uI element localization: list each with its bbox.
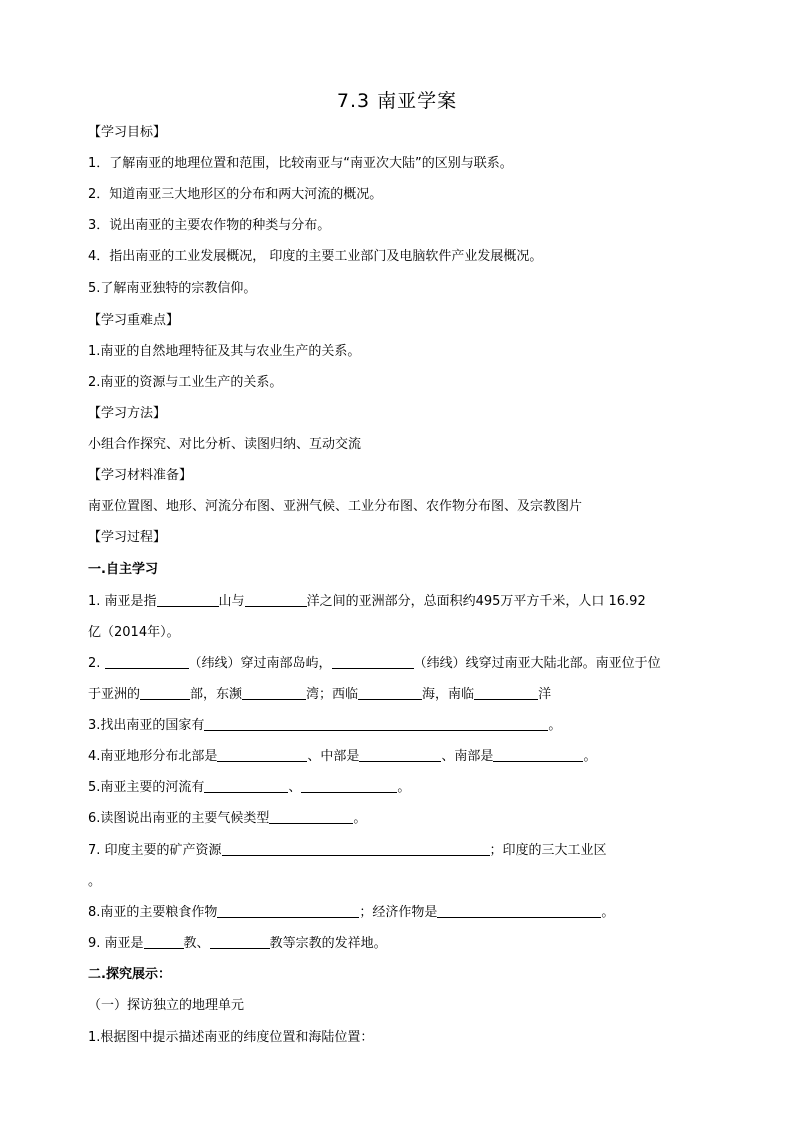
- question-2-line-1: 2. （纬线）穿过南部岛屿， （纬线）线穿过南亚大陆北部。南亚位于位: [88, 656, 661, 671]
- goal-item-1: 1．了解南亚的地理位置和范围，比较南亚与“南亚次大陆”的区别与联系。: [88, 156, 513, 171]
- section-2-title: 二.探究展示：: [88, 967, 171, 982]
- subsection-1-question-1: 1.根据图中提示描述南亚的纬度位置和海陆位置：: [88, 1030, 374, 1045]
- question-7-line-1: 7. 印度主要的矿产资源 ；印度的三大工业区: [88, 843, 607, 858]
- fill-blank[interactable]: [493, 748, 583, 762]
- fill-blank[interactable]: [269, 810, 353, 824]
- fill-blank[interactable]: [204, 779, 288, 793]
- methods-header: 【学习方法】: [88, 406, 167, 421]
- section-1-title: 一.自主学习: [88, 562, 158, 577]
- question-6: 6.读图说出南亚的主要气候类型 。: [88, 811, 367, 826]
- fill-blank[interactable]: [210, 935, 270, 949]
- fill-blank[interactable]: [358, 686, 422, 700]
- key-points-header: 【学习重难点】: [88, 313, 180, 328]
- fill-blank[interactable]: [332, 655, 414, 669]
- fill-blank[interactable]: [144, 935, 184, 949]
- methods-text: 小组合作探究、对比分析、读图归纳、互动交流: [88, 437, 362, 452]
- question-8: 8.南亚的主要粮食作物 ；经济作物是 。: [88, 905, 615, 920]
- fill-blank[interactable]: [204, 717, 548, 731]
- fill-blank[interactable]: [217, 904, 359, 918]
- fill-blank[interactable]: [157, 593, 219, 607]
- goal-item-3: 3．说出南亚的主要农作物的种类与分布。: [88, 218, 331, 233]
- materials-text: 南亚位置图、地形、河流分布图、亚洲气候、工业分布图、农作物分布图、及宗教图片: [88, 499, 583, 514]
- materials-header: 【学习材料准备】: [88, 468, 193, 483]
- question-4: 4.南亚地形分布北部是 、中部是 、南部是 。: [88, 749, 597, 764]
- key-point-2: 2.南亚的资源与工业生产的关系。: [88, 375, 283, 390]
- fill-blank[interactable]: [474, 686, 538, 700]
- goal-item-4: 4．指出南亚的工业发展概况， 印度的主要工业部门及电脑软件产业发展概况。: [88, 249, 543, 264]
- fill-blank[interactable]: [242, 686, 306, 700]
- question-1-line-2: 亿（2014年）。: [88, 625, 180, 640]
- goals-header: 【学习目标】: [88, 125, 167, 140]
- process-header: 【学习过程】: [88, 530, 167, 545]
- question-7-line-2: 。: [88, 874, 102, 889]
- fill-blank[interactable]: [437, 904, 601, 918]
- goal-item-2: 2．知道南亚三大地形区的分布和两大河流的概况。: [88, 187, 383, 202]
- goal-item-5: 5.了解南亚独特的宗教信仰。: [88, 281, 257, 296]
- fill-blank[interactable]: [217, 748, 307, 762]
- subsection-1-title: （一）探访独立的地理单元: [88, 998, 245, 1013]
- fill-blank[interactable]: [105, 655, 189, 669]
- question-9: 9. 南亚是 教、 教等宗教的发祥地。: [88, 936, 387, 951]
- fill-blank[interactable]: [140, 686, 190, 700]
- question-5: 5.南亚主要的河流有 、 。: [88, 780, 411, 795]
- fill-blank[interactable]: [301, 779, 397, 793]
- question-3: 3.找出南亚的国家有 。: [88, 718, 562, 733]
- question-2-line-2: 于亚洲的 部，东濒 湾；西临 海，南临 洋: [88, 687, 552, 702]
- fill-blank[interactable]: [245, 593, 307, 607]
- page-title: 7.3 南亚学案: [336, 90, 458, 112]
- question-1-line-1: 1. 南亚是指 山与 洋之间的亚洲部分，总面积约495万平方千米，人口 16.92: [88, 594, 646, 609]
- fill-blank[interactable]: [222, 842, 490, 856]
- key-point-1: 1.南亚的自然地理特征及其与农业生产的关系。: [88, 344, 361, 359]
- fill-blank[interactable]: [359, 748, 441, 762]
